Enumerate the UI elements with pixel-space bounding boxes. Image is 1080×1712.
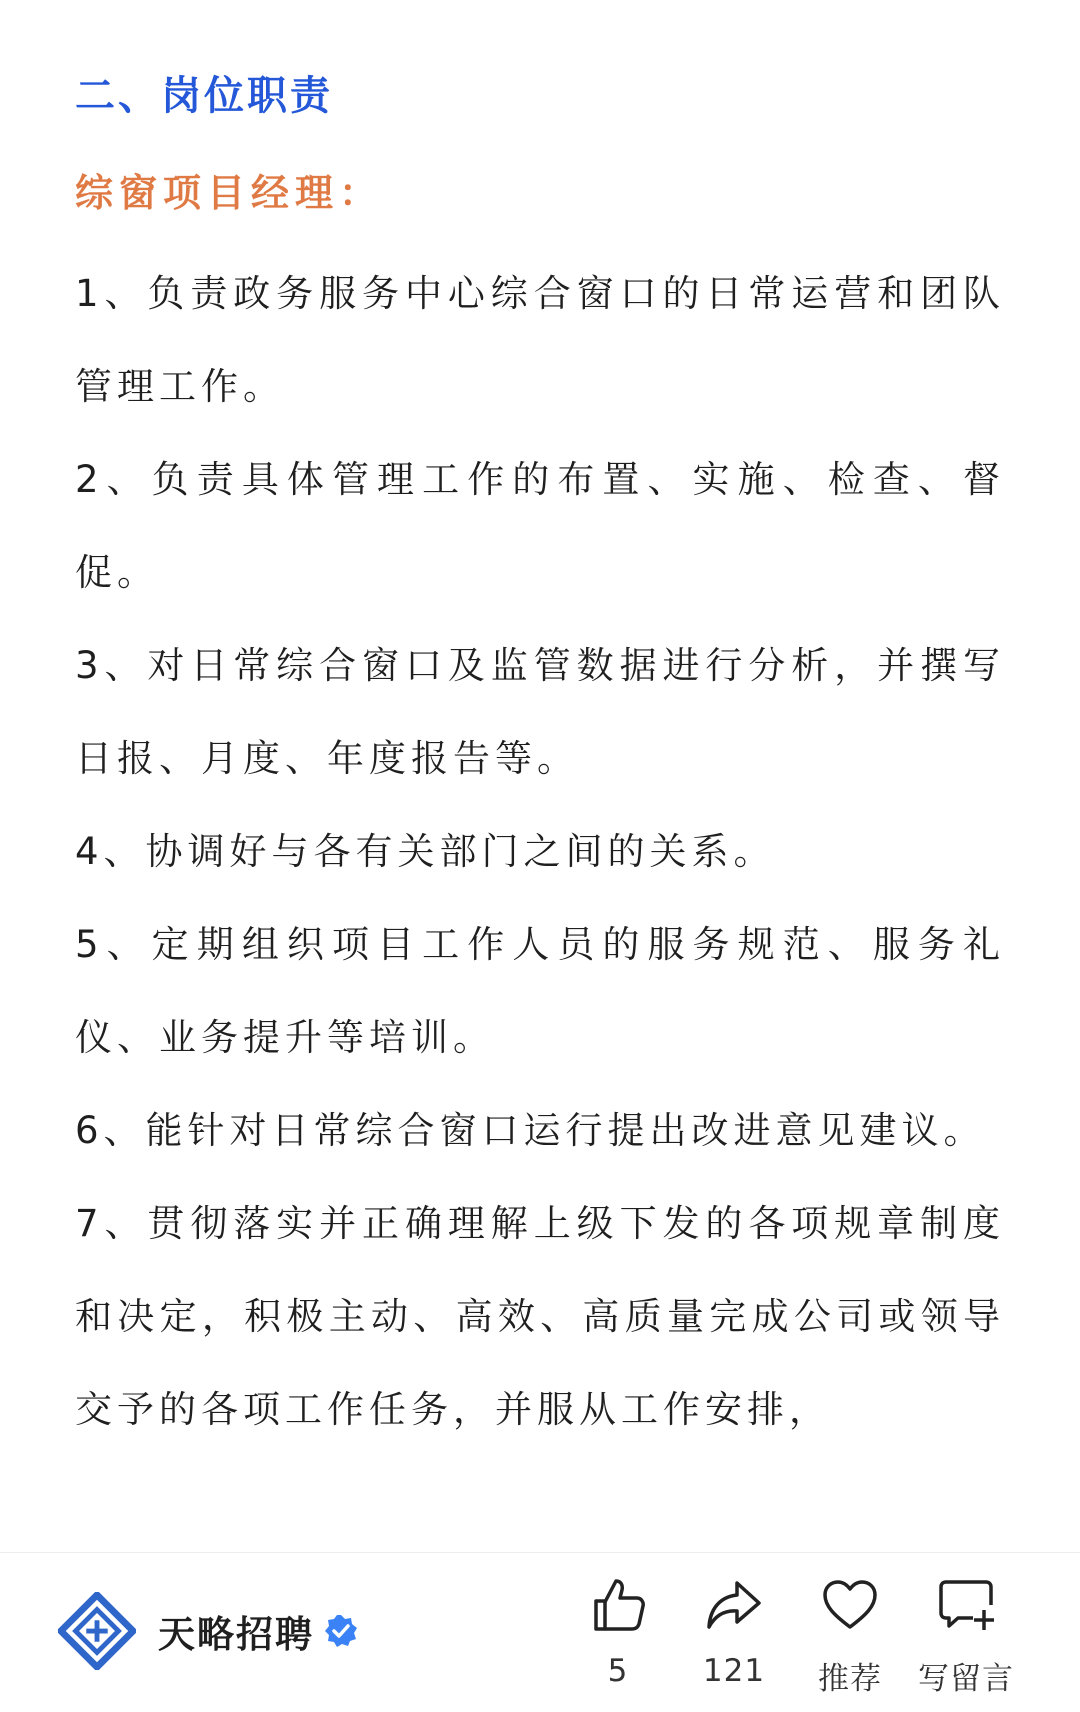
thumbs-up-icon [588, 1575, 648, 1635]
comment-add-icon [936, 1575, 996, 1635]
duty-item-1: 1、负责政务服务中心综合窗口的日常运营和团队管理工作。 [75, 272, 1005, 408]
tianlue-logo-icon [58, 1592, 136, 1670]
share-button[interactable] [674, 1575, 794, 1689]
section-title: 二、岗位职责 [75, 73, 333, 119]
like-button[interactable] [558, 1575, 678, 1689]
duty-item-7: 7、贯彻落实并正确理解上级下发的各项规章制度和决定，积极主动、高效、高质量完成公司或领导交予的各项工作任务，并服从工作安排， [75, 1202, 1005, 1431]
duty-item-3: 3、对日常综合窗口及监管数据进行分析，并撰写日报、月度、年度报告等。 [75, 644, 1005, 780]
comment-button[interactable] [906, 1575, 1026, 1698]
share-count: 121 [702, 1653, 766, 1689]
duty-list [75, 247, 1005, 1456]
recommend-label: 推荐 [818, 1661, 882, 1697]
verified-badge-icon [324, 1614, 358, 1648]
like-count: 5 [607, 1653, 629, 1689]
article-content [75, 60, 1005, 1456]
recommend-button[interactable] [790, 1575, 910, 1698]
duty-item-6: 6、能针对日常综合窗口运行提出改进意见建议。 [75, 1109, 986, 1152]
account-name: 天略招聘 [158, 1613, 314, 1656]
duty-item-4: 4、协调好与各有关部门之间的关系。 [75, 830, 776, 873]
heart-icon [820, 1575, 880, 1635]
comment-label: 写留言 [918, 1661, 1014, 1697]
duty-item-2: 2、负责具体管理工作的布置、实施、检查、督促。 [75, 458, 1005, 594]
role-title: 综窗项目经理： [75, 171, 384, 215]
duty-item-5: 5、定期组织项目工作人员的服务规范、服务礼仪、业务提升等培训。 [75, 923, 1005, 1059]
share-arrow-icon [704, 1575, 764, 1635]
account-link[interactable] [58, 1591, 358, 1671]
bottom-action-bar [0, 1552, 1080, 1712]
